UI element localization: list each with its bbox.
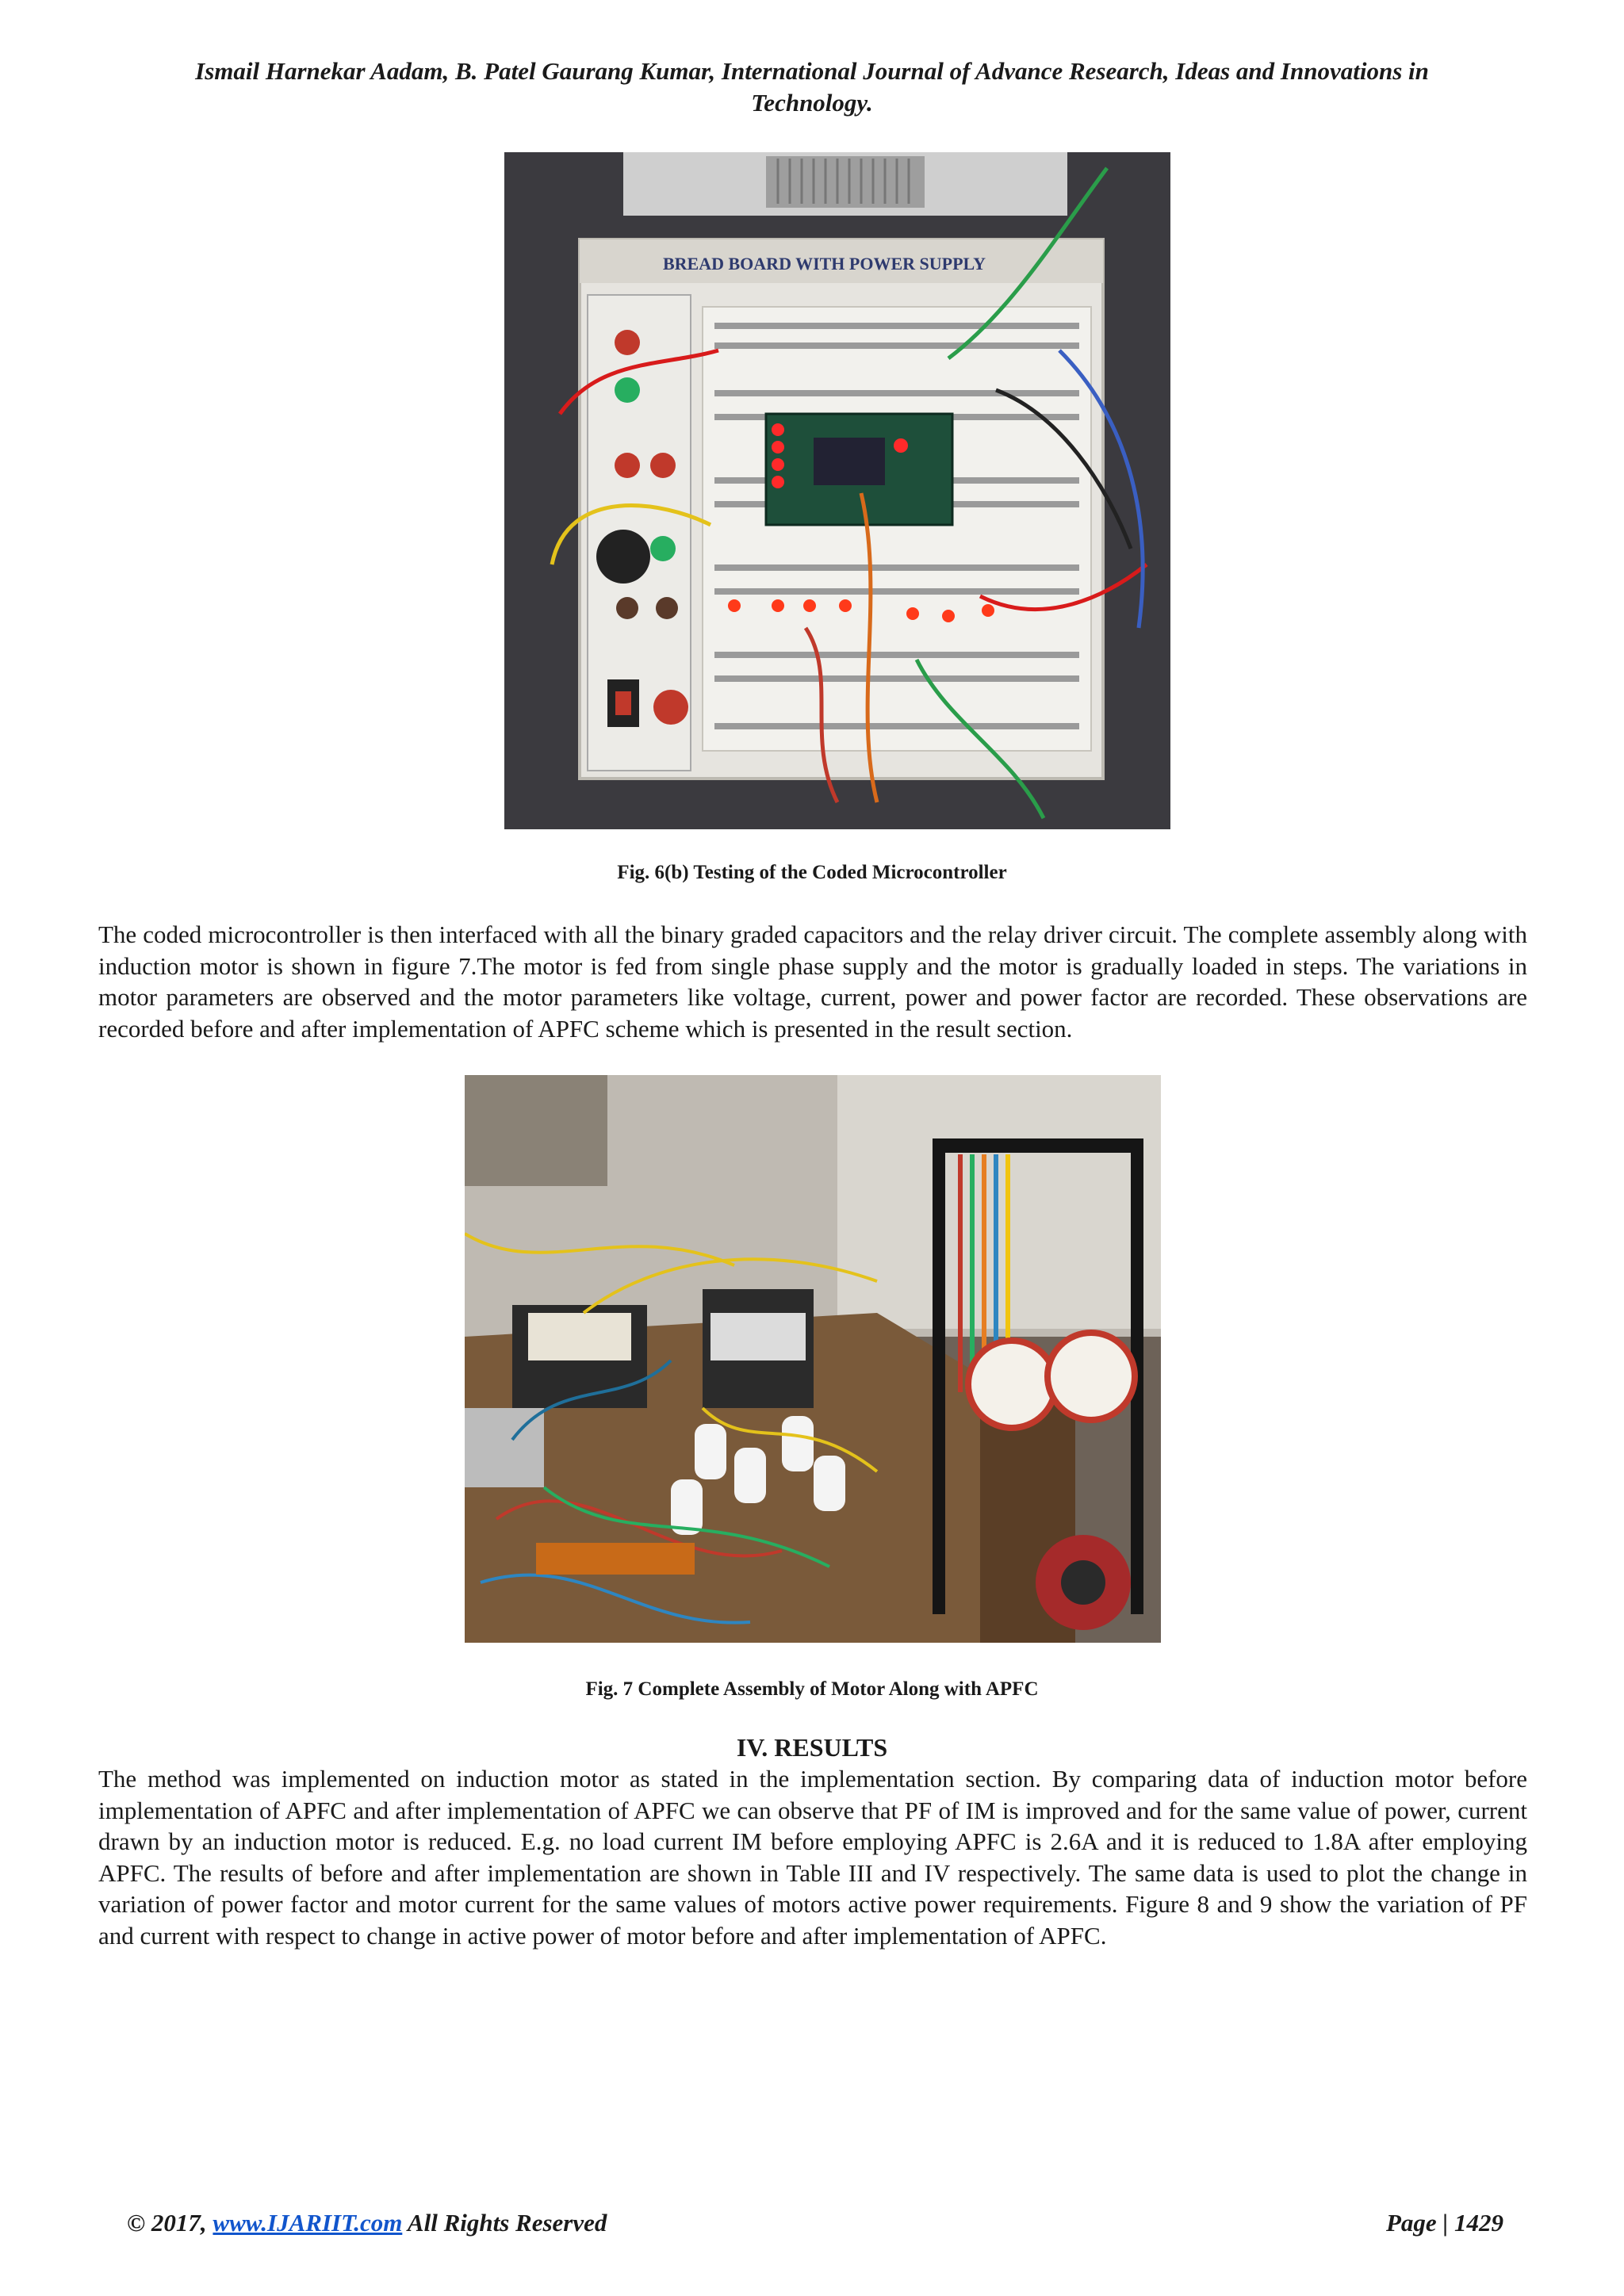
figure-7-caption: Fig. 7 Complete Assembly of Motor Along with APFC xyxy=(585,1678,1039,1700)
footer-copyright-text: © 2017, xyxy=(127,2209,213,2237)
running-header xyxy=(95,55,1529,119)
body-paragraph-1: The coded microcontroller is then interfaced with all the binary graded capacitors and the relay driver circuit. The complete assembly along with induction motor is shown in figure 7.The motor is fed from single phase supply and the motor is gradually loaded in steps. The variations in motor parameters are observed and the motor parameters like voltage, current, power and power factor are recorded. These observations are recorded before and after implementation of APFC scheme which is presented in the result section. xyxy=(98,920,1527,1043)
header-line-1: Ismail Harnekar Aadam, B. Patel Gaurang Kumar, International Journal of Advance Research, Ideas and Innovations in xyxy=(195,57,1429,85)
breadboard-photo-illustration xyxy=(504,152,1170,829)
footer-copyright xyxy=(127,2209,607,2237)
figure-6b-photo xyxy=(504,152,1170,829)
motor-assembly-photo-illustration xyxy=(465,1075,1161,1643)
section-heading-results: IV. RESULTS xyxy=(736,1733,888,1762)
footer-journal-link[interactable]: www.IJARIIT.com xyxy=(213,2209,403,2237)
footer-page-number: Page | 1429 xyxy=(1385,2209,1503,2237)
figure-6b-caption: Fig. 6(b) Testing of the Coded Microcontroller xyxy=(617,862,1007,883)
figure-7-photo xyxy=(465,1075,1161,1643)
footer-rights-text: All Rights Reserved xyxy=(402,2209,607,2237)
header-line-2: Technology. xyxy=(751,89,873,117)
board-label: BREAD BOARD WITH POWER SUPPLY xyxy=(663,254,986,274)
results-paragraph: The method was implemented on induction motor as stated in the implementation section. By comparing data of induction motor before implementation of APFC and after implementation of APFC we can observe that PF of IM is improved and for the same value of power, current drawn by an induction motor is reduced. E.g. no load current IM before employing APFC is 2.6A and it is reduced to 1.8A after employing APFC. The results of before and after implementation are shown in Table III and IV respectively. The same data is used to plot the change in variation of power factor and motor current for the same values of motors active power requirements. Figure 8 and 9 show the variation of PF and current with respect to change in active power of motor before and after implementation of APFC. xyxy=(98,1765,1527,1950)
